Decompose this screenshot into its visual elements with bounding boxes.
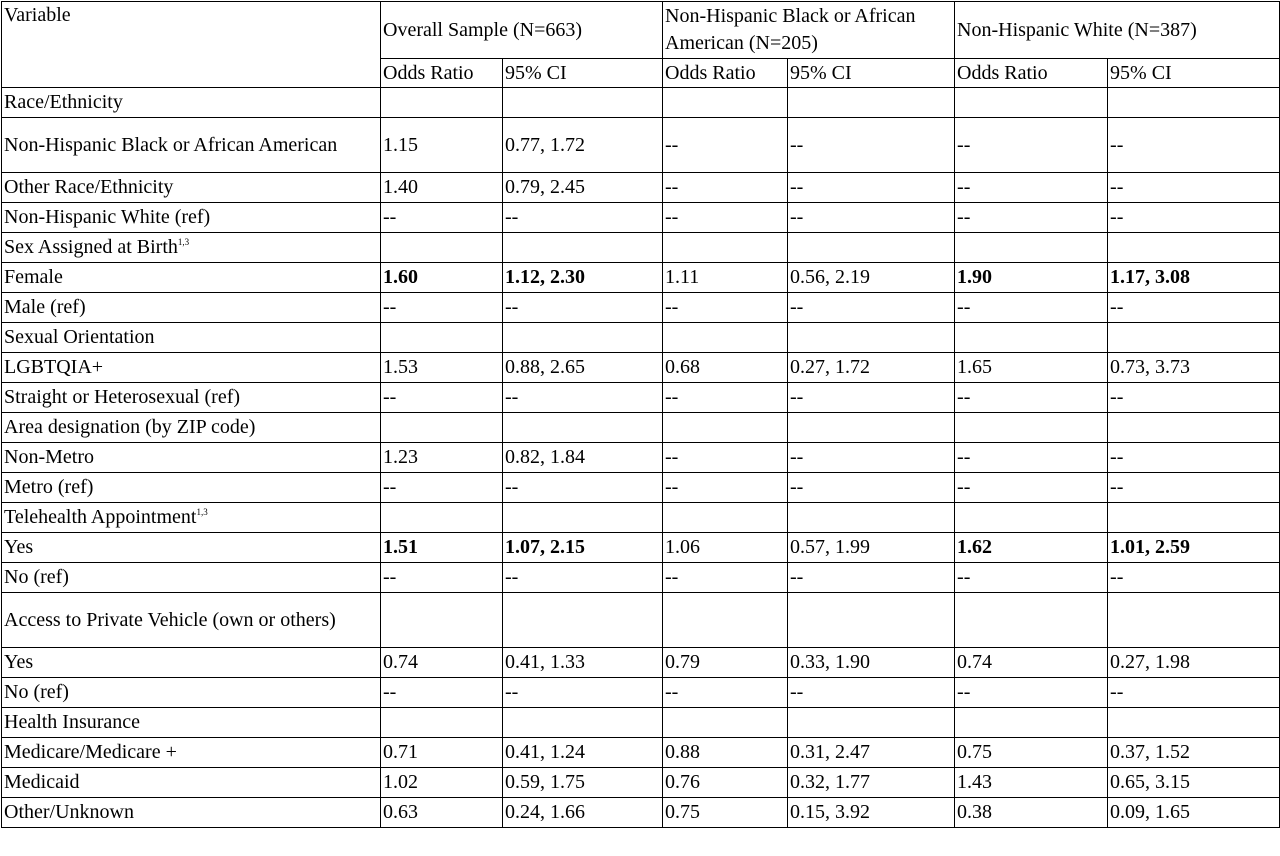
ci-cell: -- (1108, 563, 1280, 593)
odds-ratio-cell: 0.74 (381, 648, 503, 678)
row-label-text: Yes (4, 536, 34, 558)
ci-cell: 0.57, 1.99 (788, 533, 955, 563)
ci-cell: -- (503, 383, 663, 413)
odds-ratio-cell: 1.06 (663, 533, 788, 563)
odds-ratio-cell: 0.88 (663, 738, 788, 768)
odds-ratio-cell: -- (663, 173, 788, 203)
footnote-marker: 1,3 (196, 507, 208, 517)
odds-ratio-cell: 1.02 (381, 768, 503, 798)
ci-cell (788, 233, 955, 263)
ci-cell: -- (1108, 203, 1280, 233)
odds-ratio-cell (955, 708, 1108, 738)
odds-ratio-cell: 0.79 (663, 648, 788, 678)
ci-cell: 0.41, 1.24 (503, 738, 663, 768)
section-row (2, 593, 1280, 648)
ci-cell: 0.32, 1.77 (788, 768, 955, 798)
odds-ratio-cell: -- (381, 563, 503, 593)
ci-cell: -- (503, 563, 663, 593)
ci-cell (1108, 233, 1280, 263)
ci-cell: -- (788, 118, 955, 173)
odds-ratio-cell: -- (955, 563, 1108, 593)
row-label (2, 353, 381, 383)
ci-cell (788, 503, 955, 533)
footnote-marker: 1,3 (177, 237, 190, 247)
ci-cell (1108, 708, 1280, 738)
odds-ratio-cell: -- (381, 203, 503, 233)
odds-ratio-cell: -- (381, 383, 503, 413)
ci-cell: -- (1108, 118, 1280, 173)
row-label-text: Medicaid (4, 771, 80, 793)
row-label (2, 768, 381, 798)
odds-ratio-cell: 0.68 (663, 353, 788, 383)
ci-cell: 0.33, 1.90 (788, 648, 955, 678)
ci-cell (1108, 413, 1280, 443)
ci-cell (503, 708, 663, 738)
ci-cell (788, 88, 955, 118)
table-row (2, 678, 1280, 708)
row-label (2, 678, 381, 708)
odds-ratio-cell: -- (663, 293, 788, 323)
subcol-header: 95% CI (788, 59, 955, 88)
ci-cell: 0.56, 2.19 (788, 263, 955, 293)
row-label (2, 323, 381, 353)
subcol-header: Odds Ratio (955, 59, 1108, 88)
row-label-text: LGBTQIA+ (4, 356, 104, 378)
odds-ratio-cell: -- (663, 443, 788, 473)
subcol-header: Odds Ratio (663, 59, 788, 88)
ci-cell (503, 233, 663, 263)
odds-ratio-cell (381, 323, 503, 353)
odds-ratio-cell: -- (955, 118, 1108, 173)
ci-cell: 0.59, 1.75 (503, 768, 663, 798)
odds-ratio-cell: -- (663, 118, 788, 173)
table-row (2, 118, 1280, 173)
row-label (2, 263, 381, 293)
ci-cell: 1.07, 2.15 (503, 533, 663, 563)
table-body (2, 88, 1280, 828)
odds-ratio-cell (955, 323, 1108, 353)
ci-cell: 0.37, 1.52 (1108, 738, 1280, 768)
row-label-text: No (ref) (4, 566, 69, 588)
row-label-text: Sex Assigned at Birth (4, 236, 178, 258)
row-label-text: Access to Private Vehicle (own or others) (4, 608, 336, 631)
row-label-text: Non-Metro (4, 446, 94, 468)
odds-ratio-cell: -- (381, 293, 503, 323)
row-label (2, 533, 381, 563)
ci-cell (1108, 88, 1280, 118)
ci-cell: -- (503, 203, 663, 233)
ci-cell: 0.73, 3.73 (1108, 353, 1280, 383)
subcol-header: Odds Ratio (381, 59, 503, 88)
ci-cell: -- (503, 293, 663, 323)
table-row (2, 263, 1280, 293)
odds-ratio-cell: 1.23 (381, 443, 503, 473)
header-group-white: Non-Hispanic White (N=387) (955, 2, 1280, 59)
odds-ratio-cell (381, 593, 503, 648)
odds-ratio-cell (381, 88, 503, 118)
odds-ratio-cell: -- (663, 473, 788, 503)
odds-ratio-cell: -- (955, 203, 1108, 233)
odds-ratio-cell (955, 233, 1108, 263)
row-label-text: Health Insurance (4, 711, 141, 733)
odds-ratio-cell (381, 708, 503, 738)
section-row (2, 88, 1280, 118)
odds-ratio-cell: 0.38 (955, 798, 1108, 828)
odds-ratio-cell: 1.43 (955, 768, 1108, 798)
row-label-text: Male (ref) (4, 296, 86, 318)
odds-ratio-cell: 1.40 (381, 173, 503, 203)
row-label-text: Race/Ethnicity (4, 91, 123, 113)
ci-cell: -- (788, 203, 955, 233)
ci-cell (1108, 593, 1280, 648)
ci-cell (788, 413, 955, 443)
row-label-text: Female (4, 266, 63, 288)
odds-ratio-cell: -- (955, 678, 1108, 708)
row-label-text: Telehealth Appointment (4, 506, 197, 528)
ci-cell (788, 323, 955, 353)
odds-ratio-cell (663, 233, 788, 263)
odds-ratio-cell: -- (955, 383, 1108, 413)
row-label (2, 413, 381, 443)
row-label (2, 443, 381, 473)
ci-cell: -- (788, 173, 955, 203)
ci-cell (788, 593, 955, 648)
ci-cell: -- (788, 678, 955, 708)
ci-cell: -- (788, 293, 955, 323)
section-row (2, 503, 1280, 533)
odds-ratio-cell (955, 503, 1108, 533)
ci-cell (503, 413, 663, 443)
table-row (2, 173, 1280, 203)
odds-ratio-cell: -- (955, 173, 1108, 203)
ci-cell (1108, 323, 1280, 353)
row-label (2, 708, 381, 738)
odds-ratio-cell: 0.76 (663, 768, 788, 798)
table-row (2, 738, 1280, 768)
row-label-text: Other/Unknown (4, 801, 134, 823)
row-label-text: Straight or Heterosexual (ref) (4, 386, 241, 408)
ci-cell: -- (503, 678, 663, 708)
ci-cell: 0.15, 3.92 (788, 798, 955, 828)
odds-ratio-cell (663, 593, 788, 648)
row-label (2, 503, 381, 533)
ci-cell (1108, 503, 1280, 533)
odds-ratio-cell: 1.90 (955, 263, 1108, 293)
odds-ratio-cell (663, 88, 788, 118)
row-label (2, 173, 381, 203)
odds-ratio-cell: 0.75 (955, 738, 1108, 768)
row-label (2, 738, 381, 768)
table-row (2, 443, 1280, 473)
row-label-text: Metro (ref) (4, 476, 94, 498)
odds-ratio-cell (381, 413, 503, 443)
ci-cell: 0.09, 1.65 (1108, 798, 1280, 828)
odds-ratio-cell (663, 708, 788, 738)
ci-cell: -- (1108, 293, 1280, 323)
ci-cell: 0.82, 1.84 (503, 443, 663, 473)
odds-ratio-table (1, 1, 1280, 828)
odds-ratio-cell: 1.15 (381, 118, 503, 173)
odds-ratio-cell (955, 593, 1108, 648)
row-label (2, 593, 381, 648)
ci-cell: -- (1108, 443, 1280, 473)
ci-cell: -- (503, 473, 663, 503)
table-row (2, 203, 1280, 233)
row-label (2, 648, 381, 678)
ci-cell: 1.01, 2.59 (1108, 533, 1280, 563)
subcol-header: 95% CI (1108, 59, 1280, 88)
ci-cell (503, 593, 663, 648)
odds-ratio-cell: -- (663, 563, 788, 593)
odds-ratio-cell: -- (381, 678, 503, 708)
odds-ratio-cell: 1.53 (381, 353, 503, 383)
header-row-groups (2, 2, 1280, 59)
ci-cell (503, 323, 663, 353)
subcol-header: 95% CI (503, 59, 663, 88)
row-label (2, 118, 381, 173)
ci-cell: 0.27, 1.72 (788, 353, 955, 383)
header-group-black: Non-Hispanic Black or African American (N=205) (663, 2, 955, 59)
table-row (2, 473, 1280, 503)
row-label-text: Non-Hispanic Black or African American (4, 133, 338, 156)
odds-ratio-cell: 0.63 (381, 798, 503, 828)
table-row (2, 563, 1280, 593)
odds-ratio-cell: -- (955, 293, 1108, 323)
ci-cell (503, 88, 663, 118)
odds-ratio-cell: -- (955, 473, 1108, 503)
ci-cell: 0.79, 2.45 (503, 173, 663, 203)
odds-ratio-cell: 1.51 (381, 533, 503, 563)
ci-cell: 1.12, 2.30 (503, 263, 663, 293)
row-label-text: Yes (4, 651, 34, 673)
odds-ratio-cell: 1.60 (381, 263, 503, 293)
odds-ratio-cell (381, 503, 503, 533)
ci-cell: -- (788, 443, 955, 473)
row-label (2, 383, 381, 413)
row-label (2, 293, 381, 323)
odds-ratio-cell: 1.65 (955, 353, 1108, 383)
table-row (2, 533, 1280, 563)
odds-ratio-cell (955, 413, 1108, 443)
odds-ratio-cell: -- (955, 443, 1108, 473)
odds-ratio-cell (663, 413, 788, 443)
row-label-text: Non-Hispanic White (ref) (4, 206, 211, 228)
ci-cell: 0.31, 2.47 (788, 738, 955, 768)
odds-ratio-cell: 0.74 (955, 648, 1108, 678)
odds-ratio-cell (955, 88, 1108, 118)
ci-cell (503, 503, 663, 533)
section-row (2, 233, 1280, 263)
odds-ratio-cell (663, 503, 788, 533)
odds-ratio-cell: 0.75 (663, 798, 788, 828)
row-label (2, 798, 381, 828)
row-label (2, 203, 381, 233)
row-label (2, 563, 381, 593)
row-label (2, 88, 381, 118)
table-row (2, 383, 1280, 413)
ci-cell: -- (788, 473, 955, 503)
section-row (2, 323, 1280, 353)
ci-cell: -- (1108, 473, 1280, 503)
ci-cell: 0.24, 1.66 (503, 798, 663, 828)
ci-cell: 0.88, 2.65 (503, 353, 663, 383)
table-row (2, 798, 1280, 828)
header-variable: Variable (2, 2, 381, 88)
row-label-text: Medicare/Medicare + (4, 741, 177, 763)
odds-ratio-cell: -- (663, 678, 788, 708)
ci-cell: -- (1108, 173, 1280, 203)
table-row (2, 648, 1280, 678)
odds-ratio-cell: 1.11 (663, 263, 788, 293)
ci-cell: -- (1108, 678, 1280, 708)
row-label-text: No (ref) (4, 681, 69, 703)
table-row (2, 353, 1280, 383)
row-label-text: Area designation (by ZIP code) (4, 416, 256, 438)
row-label (2, 473, 381, 503)
odds-ratio-cell: -- (663, 203, 788, 233)
ci-cell (788, 708, 955, 738)
odds-ratio-cell: 0.71 (381, 738, 503, 768)
odds-ratio-cell: -- (381, 473, 503, 503)
odds-ratio-cell: -- (663, 383, 788, 413)
odds-ratio-cell (381, 233, 503, 263)
row-label (2, 233, 381, 263)
ci-cell: 0.65, 3.15 (1108, 768, 1280, 798)
ci-cell: 0.27, 1.98 (1108, 648, 1280, 678)
table-row (2, 293, 1280, 323)
ci-cell: 0.77, 1.72 (503, 118, 663, 173)
header-group-overall: Overall Sample (N=663) (381, 2, 663, 59)
odds-ratio-cell: 1.62 (955, 533, 1108, 563)
ci-cell: 1.17, 3.08 (1108, 263, 1280, 293)
row-label-text: Other Race/Ethnicity (4, 176, 174, 198)
odds-ratio-cell (663, 323, 788, 353)
section-row (2, 708, 1280, 738)
table-row (2, 768, 1280, 798)
ci-cell: -- (788, 563, 955, 593)
section-row (2, 413, 1280, 443)
ci-cell: -- (788, 383, 955, 413)
row-label-text: Sexual Orientation (4, 326, 155, 348)
ci-cell: -- (1108, 383, 1280, 413)
ci-cell: 0.41, 1.33 (503, 648, 663, 678)
